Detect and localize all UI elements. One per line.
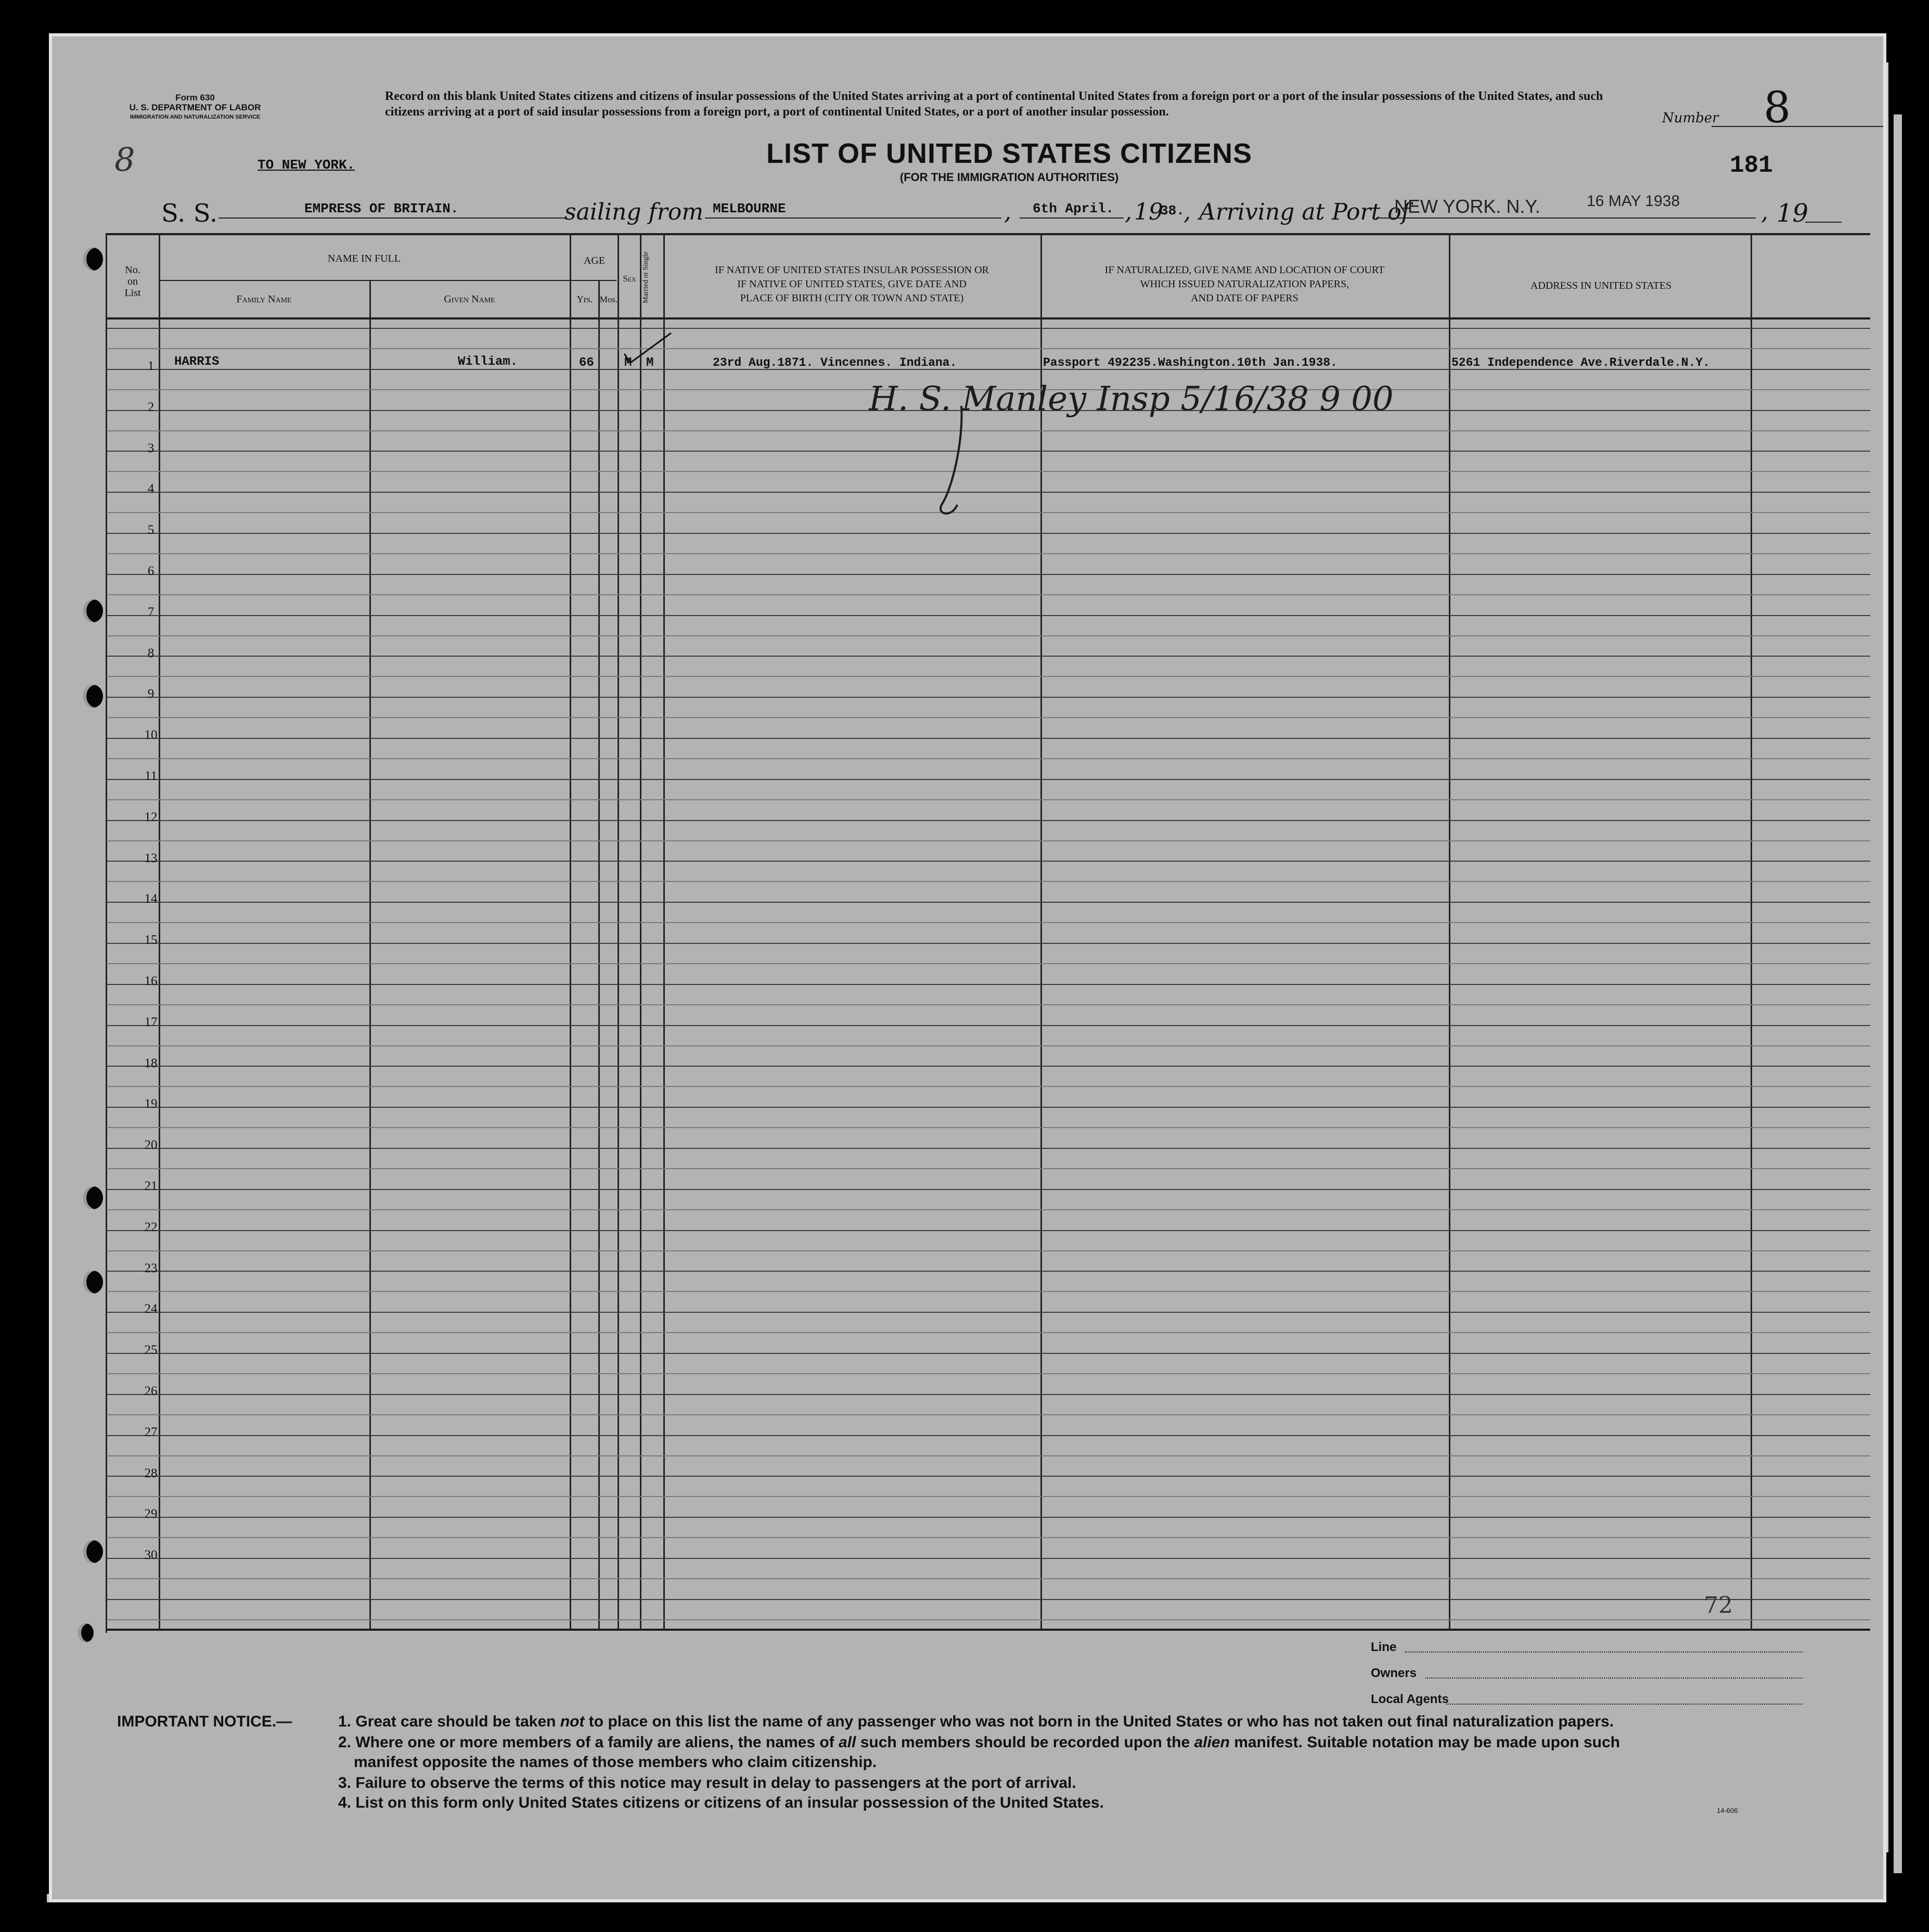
row-number: 16 — [144, 974, 158, 988]
table-row-rule — [107, 1127, 1870, 1128]
table-row-rule — [107, 779, 1870, 780]
entry-sex: M — [624, 356, 632, 370]
header-family-name: Family Name — [236, 293, 292, 305]
table-row-rule — [107, 984, 1870, 985]
header-mos: Mos. — [599, 295, 618, 304]
row-number: 23 — [144, 1261, 158, 1275]
row-number: 27 — [144, 1425, 158, 1439]
row-number: 9 — [147, 687, 155, 701]
binder-hole — [83, 1271, 103, 1294]
table-row-rule — [107, 533, 1870, 534]
margin-mark: 8 — [114, 140, 135, 178]
header-no-on-list: No. on List — [124, 264, 141, 299]
binder-hole — [83, 248, 103, 271]
number-label: Number — [1662, 110, 1719, 126]
entry-birth: 23rd Aug.1871. Vincennes. Indiana. — [713, 356, 957, 369]
agents-label: Local Agents — [1371, 1692, 1449, 1706]
header-name-in-full: NAME IN FULL — [328, 253, 401, 264]
notice-item-2: 2. Where one or more members of a family are aliens, the names of all such members should be recorded upon the alien manifest. Suitable notation may be made upon such — [338, 1734, 1620, 1751]
table-row-rule — [107, 820, 1870, 821]
table-row-rule — [107, 1230, 1870, 1231]
table-row-rule — [107, 1291, 1870, 1292]
form-code: 14-606 — [1717, 1807, 1738, 1814]
ss-label: S. S. — [161, 199, 218, 228]
table-row-rule — [107, 574, 1870, 575]
row-number: 4 — [147, 482, 155, 496]
row-number: 6 — [147, 564, 155, 578]
table-row-rule — [107, 1414, 1870, 1415]
row-number: 13 — [144, 851, 158, 865]
check-mark-icon — [619, 324, 734, 370]
year-label-2: 19 — [1777, 199, 1809, 228]
table-row-rule — [107, 1476, 1870, 1477]
department-label: U. S. DEPARTMENT OF LABOR — [129, 103, 261, 112]
sailing-date: 6th April. — [1033, 201, 1114, 216]
header-given-name: Given Name — [444, 293, 495, 305]
table-row-rule — [107, 656, 1870, 657]
header-sex: Sex — [623, 274, 636, 284]
table-row-rule — [107, 676, 1870, 677]
entry-address: 5261 Independence Ave.Riverdale.N.Y. — [1451, 356, 1710, 369]
table-row-rule — [107, 635, 1870, 636]
row-number: 12 — [144, 810, 158, 824]
table-row-rule — [107, 1435, 1870, 1436]
table-row-rule — [107, 1353, 1870, 1354]
table-row-rule — [107, 1107, 1870, 1108]
stacked-page-edge — [1894, 114, 1902, 1873]
row-number: 1 — [147, 359, 155, 373]
row-number: 29 — [144, 1507, 158, 1521]
sheet-count: 72 — [1704, 1592, 1733, 1619]
table-row-rule — [107, 881, 1870, 882]
table-row-rule — [107, 1189, 1870, 1190]
header-address: ADDRESS IN UNITED STATES — [1530, 280, 1672, 291]
table-row-rule — [107, 963, 1870, 964]
table-row-rule — [107, 1394, 1870, 1395]
notice-title: IMPORTANT NOTICE.— — [117, 1713, 292, 1730]
inspector-annotation: H. S. Manley Insp 5/16/38 9 00 — [869, 380, 1394, 418]
table-row-rule — [107, 697, 1870, 698]
binder-hole — [83, 599, 103, 622]
table-row-rule — [107, 1086, 1870, 1087]
entry-naturalized: Passport 492235.Washington.10th Jan.1938. — [1043, 356, 1338, 369]
owners-label: Owners — [1371, 1666, 1417, 1680]
table-row-rule — [107, 1066, 1870, 1067]
row-number: 25 — [144, 1343, 158, 1357]
row-number: 3 — [147, 441, 155, 455]
number-underline — [1712, 126, 1883, 127]
binder-hole — [83, 685, 103, 708]
table-row-rule — [107, 758, 1870, 759]
destination: TO NEW YORK. — [258, 157, 355, 173]
table-row-rule — [107, 1619, 1870, 1620]
form-id-block — [109, 93, 281, 122]
table-row-rule — [107, 1025, 1870, 1026]
entry-family-name: HARRIS — [174, 355, 220, 369]
table-row-rule — [107, 512, 1870, 513]
table-row-rule — [107, 1148, 1870, 1149]
page-subtitle: (FOR THE IMMIGRATION AUTHORITIES) — [899, 171, 1119, 184]
arrival-port: NEW YORK. N.Y. — [1394, 196, 1540, 217]
row-number: 30 — [144, 1548, 158, 1562]
table-row-rule — [107, 840, 1870, 841]
header-birth: IF NATIVE OF UNITED STATES INSULAR POSSESSION OR IF NATIVE OF UNITED STATES, GIVE DATE AND PLACE OF BIRTH (CITY OR TOWN AND STATE) — [715, 264, 989, 304]
binder-hole — [78, 1623, 94, 1642]
row-number: 22 — [144, 1220, 158, 1234]
table-row-rule — [107, 943, 1870, 944]
entry-given-name: William. — [458, 355, 518, 369]
entry-marital: M — [646, 356, 654, 370]
table-row-rule — [107, 451, 1870, 452]
header-married-or-single: Married or Single — [642, 251, 650, 303]
ship-name-underline — [218, 217, 567, 219]
header-naturalized: IF NATURALIZED, GIVE NAME AND LOCATION OF COURT WHICH ISSUED NATURALIZATION PAPERS, AND DATE OF PAPERS — [1104, 264, 1385, 304]
year-suffix: 38. — [1160, 203, 1185, 219]
table-row-rule — [107, 799, 1870, 800]
table-row-rule — [107, 1599, 1870, 1600]
table-row-rule — [107, 1045, 1870, 1046]
table-row-rule — [107, 1578, 1870, 1579]
table-row-rule — [107, 1004, 1870, 1005]
sailing-from-value: MELBOURNE — [713, 201, 786, 216]
row-number: 7 — [147, 605, 155, 619]
table-row-rule — [107, 861, 1870, 862]
table-row-rule — [107, 615, 1870, 616]
header-yrs: Yrs. — [576, 294, 593, 304]
arrival-port-underline — [1376, 217, 1756, 219]
notice-item-4: 4. List on this form only United States citizens or citizens of an insular possession of the United States. — [338, 1794, 1104, 1811]
row-number: 19 — [144, 1097, 158, 1111]
page-title: LIST OF UNITED STATES CITIZENS — [766, 138, 1252, 169]
table-row-rule — [107, 922, 1870, 923]
table-row-rule — [107, 348, 1870, 349]
table-row-rule — [107, 328, 1870, 329]
table-row-rule — [107, 1558, 1870, 1559]
table-row-rule — [107, 594, 1870, 595]
service-label: IMMIGRATION AND NATURALIZATION SERVICE — [130, 114, 261, 120]
document-sheet: Form 630 U. S. DEPARTMENT OF LABOR IMMIGRATION AND NATURALIZATION SERVICE Record on this blank United States citizens and citizens of insular possessions of the United States arriving at a port of continental United States from a foreign port or a port of the insular possessions of the United States, and such citizens arriving at a port of said insular possessions from a foreign port, a port of continental United States, or a port of another insular possession. Number 8 8 LIST OF UNITED STATES CITIZENS (FOR THE IMMIGRATION AUTHORITIES) 181 TO NEW YORK. S. S. EMPRESS OF BRITAIN. sailing from MELBOURNE , 6th April. , 19 38. , Arriving at Port of NEW YORK. N.Y. 16 MAY 1938 , 19 No. on List NAME IN FULL Family Name Given Name AGE Yrs. Mos. Sex Married or Single IF NATIVE OF UNITED STATES INSULAR POSSESSION OR IF NATIVE OF UNITED STATES, GIVE DATE AND PLACE OF BIRTH (CITY OR TOWN AND STATE) IF NATURALIZED, GIVE NAME AND LOCATION OF COURT WHICH ISSUED NATURALIZATION PAPERS, AND DATE OF PAPERS ADDRESS IN UNITED STATES 1 2 3 4 5 6 7 8 9 10 11 12 13 14 15 16 17 18 19 20 21 22 23 24 25 26 27 28 29 30 HARRIS William. 66 M M 23rd Aug.1871. Vincennes. Indiana. Passport 492235.Washington.10th Jan.1938. 5261 Independence Ave.Riverdale.N.Y. H. S. Manley Insp 5/16/38 9 00 72 Line Owners Local Agents IMPORTANT NOTICE.— 1. Great care should be taken not to place on this list the name of any passenger who was not born in the United States or who has not taken out final naturalization papers. 2. Where one or more members of a family are aliens, the names of all such members should be recorded upon the alien manifest. Suitable notation may be made upon such manifest opposite the names of those members who claim citizenship. 3. Failure to observe the terms of this notice may result in delay to passengers at the port of arrival. 4. List on this form only United States citizens or citizens of an insular possession of the United States. 14-606 — [52, 36, 1883, 1899]
row-number: 18 — [144, 1056, 158, 1070]
table-row-rule — [107, 1373, 1870, 1374]
table-row-rule — [107, 738, 1870, 739]
row-number: 21 — [144, 1179, 158, 1193]
table-row-rule — [107, 1250, 1870, 1251]
table-row-rule — [107, 1455, 1870, 1456]
arrival-stamp: 16 MAY 1938 — [1587, 193, 1680, 210]
header-age: AGE — [583, 255, 606, 266]
number-value: 8 — [1764, 83, 1791, 133]
line-label: Line — [1371, 1640, 1397, 1654]
table-row-rule — [107, 1332, 1870, 1333]
form-number: Form 630 — [175, 93, 215, 103]
table-row-rule — [107, 1271, 1870, 1272]
sailing-from-underline — [705, 217, 1001, 219]
sailing-from-label: sailing from — [564, 199, 704, 225]
binder-hole — [83, 1186, 103, 1209]
sailing-date-underline — [1020, 217, 1124, 219]
table-row-rule — [107, 1209, 1870, 1210]
row-number: 26 — [144, 1384, 158, 1398]
table-row-rule — [107, 1168, 1870, 1169]
row-number: 17 — [144, 1015, 158, 1029]
table-row-rule — [107, 1517, 1870, 1518]
row-number: 14 — [144, 892, 158, 906]
row-number: 24 — [144, 1302, 158, 1316]
notice-item-1: 1. Great care should be taken not to place on this list the name of any passenger who was not born in the United States or who has not taken out final naturalization papers. — [338, 1713, 1614, 1730]
year-prefix: 19 — [1134, 199, 1163, 225]
arriving-label: Arriving at Port of — [1199, 199, 1410, 225]
table-row-rule — [107, 1537, 1870, 1538]
table-row-rule — [107, 430, 1870, 431]
table-row-rule — [107, 471, 1870, 472]
entry-age-yrs: 66 — [579, 356, 594, 370]
binder-hole — [83, 1540, 103, 1563]
notice-item-3: 3. Failure to observe the terms of this notice may result in delay to passengers at the port of arrival. — [338, 1774, 1076, 1792]
table-row-rule — [107, 717, 1870, 718]
row-number: 11 — [144, 769, 158, 783]
row-number: 15 — [144, 933, 158, 947]
table-row-rule — [107, 1312, 1870, 1313]
row-number: 20 — [144, 1138, 158, 1152]
instructions-text: Record on this blank United States citizens and citizens of insular possessions of the United States arriving at a port of continental United States from a foreign port or a port of the insular possessions of the United States, and such citizens arriving at a port of said insular possessions from a foreign port, a port of continental United States, or a port of another insular possession. — [385, 89, 1603, 119]
table-row-rule — [107, 553, 1870, 554]
row-number: 5 — [147, 523, 155, 537]
signature-flourish — [936, 401, 978, 526]
row-number: 2 — [147, 400, 155, 414]
page-stamp: 181 — [1730, 152, 1773, 179]
row-number: 28 — [144, 1466, 158, 1480]
table-row-rule — [107, 1496, 1870, 1497]
table-row-rule — [107, 902, 1870, 903]
row-number: 10 — [144, 728, 158, 742]
row-number: 8 — [147, 646, 155, 660]
notice-item-2-cont: manifest opposite the names of those members who claim citizenship. — [354, 1754, 877, 1771]
table-row-rule — [107, 492, 1870, 493]
ship-name: EMPRESS OF BRITAIN. — [304, 201, 459, 216]
